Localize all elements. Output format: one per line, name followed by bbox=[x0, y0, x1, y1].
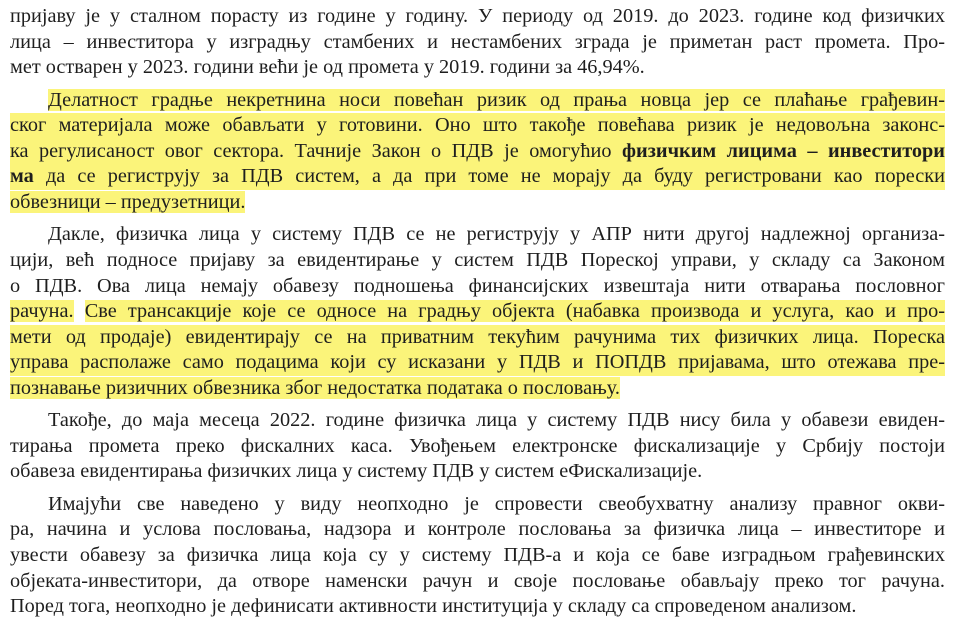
highlighted-text: мети од продаје) евидентирају се на приватним текућим рачунима тих физичких лица. Пореска bbox=[10, 325, 945, 351]
text-line: цији, већ подносе пријаву за евидентирање у систем ПДВ Пореској управи, у складу са Законом bbox=[10, 248, 945, 271]
text-line: о ПДВ. Ова лица немају обавезу подношења финансијских извештаја нити отварања пословног bbox=[10, 274, 945, 297]
text-line: тирања промета преко фискалних каса. Увођењем електронске фискализације у Србију постоји bbox=[10, 434, 945, 457]
paragraph-5 bbox=[10, 492, 945, 620]
text-line bbox=[10, 190, 945, 216]
highlighted-text: Делатност градње некретнина носи повећан ризик од прања новца јер се плаћање грађевин- bbox=[48, 88, 945, 111]
highlighted-text: Све трансакције које се односе на градњу објекта (набавка производа и услуга, као и про- bbox=[84, 300, 945, 323]
text-line: мет остварен у 2023. години већи је од промета у 2019. години за 46,94%. bbox=[10, 56, 645, 79]
text-line bbox=[10, 139, 945, 165]
paragraph-1 bbox=[10, 4, 945, 81]
highlighted-text: управа располаже само подацима који су исказани у ПДВ и ПОПДВ пријавама, што отежава пре- bbox=[10, 350, 945, 376]
highlighted-text: ског материјала може обављати у готовини. Оно што такође повећава ризик је недовољна законс- bbox=[10, 113, 945, 139]
text-line: увести обавезу за физичка лица која су у систему ПДВ-а и која се баве изградњом грађевинских bbox=[10, 544, 945, 567]
text-line: лица – инвеститора у изградњу стамбених и нестамбених зграда је приметан раст промета. Про- bbox=[10, 30, 945, 53]
highlighted-text: рачуна. bbox=[10, 300, 74, 323]
text-line: Имајући све наведено у виду неопходно је спровести свеобухватну анализу правног окви- bbox=[48, 492, 945, 515]
text-line bbox=[10, 164, 945, 190]
text-line bbox=[10, 88, 945, 114]
text-line: ра, начина и услова пословања, надзора и контроле пословања за физичка лица – инвеститоре и bbox=[10, 518, 945, 541]
document-page bbox=[10, 4, 945, 620]
bold-emphasis: физичким лицима – инвеститори bbox=[622, 139, 945, 162]
text-line bbox=[10, 376, 945, 402]
text-line: пријаву је у сталном порасту из године у годину. У периоду од 2019. до 2023. године код физичких bbox=[10, 5, 945, 27]
paragraph-4 bbox=[10, 408, 945, 485]
text-line: објеката-инвеститори, да отворе наменски рачун и своје пословање обављају преко тог рачуна. bbox=[10, 569, 945, 592]
highlighted-text: обвезници – предузетници. bbox=[10, 190, 246, 213]
text-line bbox=[10, 299, 945, 325]
text-line: Такође, до маја месеца 2022. године физичка лица у систему ПДВ нису била у обавези евиден- bbox=[48, 409, 945, 432]
bold-emphasis: ма bbox=[10, 165, 34, 188]
highlighted-text: ка регулисаност овог сектора. Тачније Закон о ПДВ је омогућио bbox=[10, 139, 612, 162]
highlighted-text: познавање ризичних обвезника због недостатка података о пословању. bbox=[10, 376, 620, 399]
text-line: Дакле, физичка лица у систему ПДВ се не региструју у АПР нити другој надлежној организа- bbox=[48, 223, 945, 246]
paragraph-3 bbox=[10, 222, 945, 401]
text-line: Поред тога, неопходно је дефинисати активности институција у складу са спроведеном анализом. bbox=[10, 595, 857, 618]
paragraph-2-highlighted bbox=[10, 88, 945, 216]
text-line: обавеза евидентирања физичких лица у систему ПДВ у систем еФискализације. bbox=[10, 460, 703, 483]
highlighted-text: да се региструју за ПДВ систем, а да при томе не морају да буду регистровани као порески bbox=[45, 165, 945, 188]
